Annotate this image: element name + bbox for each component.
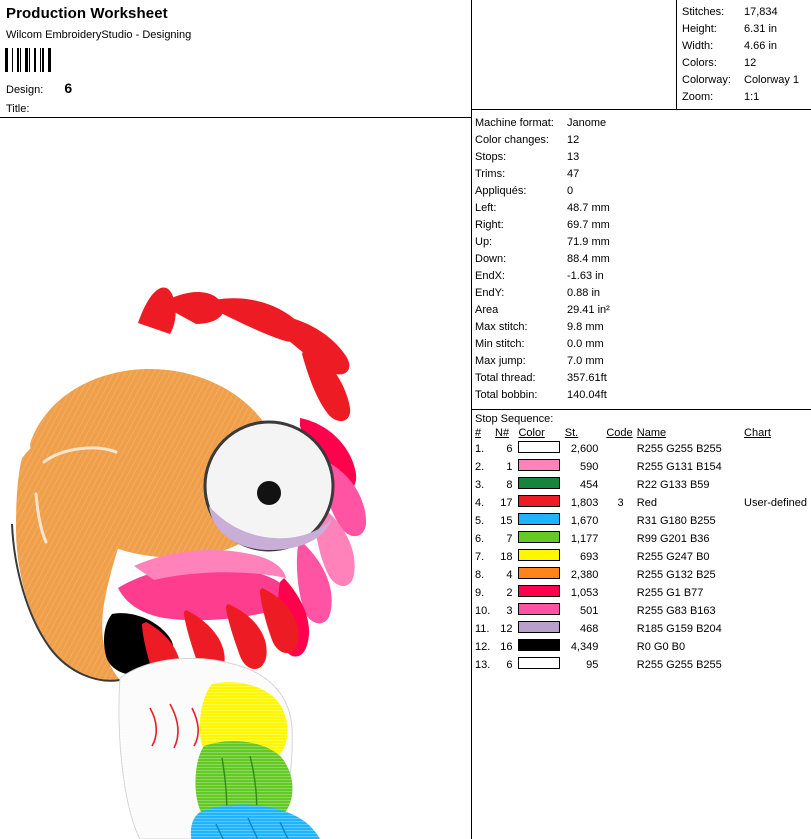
info-value: 12	[567, 134, 580, 146]
cell-color-swatch	[518, 656, 564, 674]
col-header-chart: Chart	[744, 427, 771, 439]
info-value: -1.63 in	[567, 270, 604, 282]
cell-needle: 6	[506, 658, 513, 671]
cell-code	[606, 656, 636, 674]
cell-index: 10.	[475, 604, 491, 617]
cell-stitches: 1,053	[570, 586, 599, 599]
cell-index: 13.	[475, 658, 491, 671]
stat-row-stitches	[682, 4, 811, 21]
info-value: 7.0 mm	[567, 355, 604, 367]
color-swatch	[518, 621, 560, 633]
cell-index: 1.	[475, 442, 485, 455]
color-swatch	[518, 459, 560, 471]
info-label: Max jump:	[475, 355, 526, 367]
cell-code: 3	[617, 496, 624, 509]
info-label: Min stitch:	[475, 338, 525, 350]
cell-color-swatch	[518, 530, 564, 548]
info-label: Total bobbin:	[475, 389, 538, 401]
table-header-row	[475, 427, 809, 440]
table-row	[475, 494, 809, 512]
info-label: Up:	[475, 236, 493, 248]
stat-value: 6.31 in	[744, 23, 778, 35]
table-row	[475, 476, 809, 494]
stop-sequence-body	[475, 440, 809, 674]
app-subtitle: Wilcom EmbroideryStudio - Designing	[6, 29, 192, 41]
cell-name: R0 G0 B0	[636, 640, 686, 653]
info-label: EndY:	[475, 287, 505, 299]
cell-needle: 7	[506, 532, 513, 545]
info-value: 88.4 mm	[567, 253, 610, 265]
cell-color-swatch	[518, 548, 564, 566]
cell-stitches: 693	[579, 550, 599, 563]
table-row	[475, 620, 809, 638]
cell-code	[606, 530, 636, 548]
cell-code	[606, 602, 636, 620]
cell-needle: 15	[500, 514, 513, 527]
info-row-max-jump	[475, 353, 811, 370]
cell-code	[606, 440, 636, 458]
cell-name: R255 G255 B255	[636, 658, 722, 671]
info-label: Stops:	[475, 151, 507, 163]
cell-needle: 2	[506, 586, 513, 599]
cell-name: R22 G133 B59	[636, 478, 710, 491]
cell-color-swatch	[518, 494, 564, 512]
cell-needle: 4	[506, 568, 513, 581]
cell-code	[606, 476, 636, 494]
stat-value: Colorway 1	[744, 74, 800, 86]
barcode-icon	[5, 48, 57, 72]
stat-row-colorway	[682, 72, 811, 89]
cell-name: R255 G131 B154	[636, 460, 722, 473]
cell-chart	[744, 656, 809, 674]
info-value: 0.88 in	[567, 287, 601, 299]
cell-name: R255 G83 B163	[636, 604, 716, 617]
col-header-code: Code	[606, 427, 633, 439]
info-label: Appliqués:	[475, 185, 527, 197]
table-row	[475, 458, 809, 476]
page-title: Production Worksheet	[6, 5, 168, 22]
cell-color-swatch	[518, 602, 564, 620]
col-header-stitches: St.	[564, 427, 579, 439]
info-value: 71.9 mm	[567, 236, 610, 248]
col-header-name: Name	[636, 427, 667, 439]
cell-index: 5.	[475, 514, 485, 527]
info-label: Left:	[475, 202, 497, 214]
table-row	[475, 584, 809, 602]
info-value: 47	[567, 168, 580, 180]
cell-stitches: 2,380	[570, 568, 599, 581]
cell-stitches: 1,177	[570, 532, 599, 545]
info-value: 29.41 in²	[567, 304, 610, 316]
table-row	[475, 638, 809, 656]
info-label: Max stitch:	[475, 321, 528, 333]
info-label: EndX:	[475, 270, 505, 282]
col-header-num: #	[475, 427, 482, 439]
cell-code	[606, 638, 636, 656]
stat-row-zoom	[682, 89, 811, 106]
cell-stitches: 454	[579, 478, 599, 491]
info-label: Machine format:	[475, 117, 554, 129]
cell-name: R99 G201 B36	[636, 532, 710, 545]
cell-color-swatch	[518, 638, 564, 656]
stat-label: Colors:	[682, 57, 717, 69]
stat-value: 4.66 in	[744, 40, 778, 52]
cell-color-swatch	[518, 566, 564, 584]
color-swatch	[518, 531, 560, 543]
design-value: 6	[64, 80, 73, 96]
cell-code	[606, 584, 636, 602]
stat-row-height	[682, 21, 811, 38]
info-row-appliques	[475, 183, 811, 200]
table-row	[475, 602, 809, 620]
cell-stitches: 501	[579, 604, 599, 617]
stat-label: Colorway:	[682, 74, 731, 86]
info-label: Right:	[475, 219, 504, 231]
info-label: Area	[475, 304, 499, 316]
color-swatch	[518, 603, 560, 615]
stat-label: Width:	[682, 40, 714, 52]
cell-code	[606, 512, 636, 530]
stop-sequence-section	[472, 410, 811, 670]
cell-stitches: 1,803	[570, 496, 599, 509]
color-swatch	[518, 585, 560, 597]
cell-index: 9.	[475, 586, 485, 599]
info-label: Trims:	[475, 168, 506, 180]
info-row-max-stitch	[475, 319, 811, 336]
cell-stitches: 468	[579, 622, 599, 635]
cell-stitches: 590	[579, 460, 599, 473]
stat-label: Stitches:	[682, 6, 725, 18]
info-row-min-stitch	[475, 336, 811, 353]
info-row-color-changes	[475, 132, 811, 149]
color-swatch	[518, 477, 560, 489]
title-row	[6, 103, 29, 115]
table-row	[475, 548, 809, 566]
cell-index: 4.	[475, 496, 485, 509]
color-swatch	[518, 441, 560, 453]
cell-chart	[744, 584, 809, 602]
info-row-down	[475, 251, 811, 268]
cell-code	[606, 566, 636, 584]
color-swatch	[518, 567, 560, 579]
cell-code	[606, 548, 636, 566]
cell-color-swatch	[518, 458, 564, 476]
info-value: 0	[567, 185, 574, 197]
info-value: 9.8 mm	[567, 321, 604, 333]
info-value: 140.04ft	[567, 389, 607, 401]
header-center-spacer	[472, 0, 676, 110]
info-value: Janome	[567, 117, 607, 129]
stat-label: Height:	[682, 23, 717, 35]
cell-color-swatch	[518, 584, 564, 602]
cell-chart	[744, 530, 809, 548]
info-label: Total thread:	[475, 372, 536, 384]
cell-needle: 18	[500, 550, 513, 563]
stat-label: Zoom:	[682, 91, 714, 103]
cell-code	[606, 458, 636, 476]
table-row	[475, 656, 809, 674]
cell-chart	[744, 620, 809, 638]
cell-index: 7.	[475, 550, 485, 563]
cell-color-swatch	[518, 476, 564, 494]
cell-chart	[744, 566, 809, 584]
color-swatch	[518, 639, 560, 651]
cell-chart	[744, 476, 809, 494]
info-row-left	[475, 200, 811, 217]
info-row-endx	[475, 268, 811, 285]
cell-chart	[744, 638, 809, 656]
color-swatch	[518, 657, 560, 669]
cell-chart	[744, 548, 809, 566]
cell-index: 11.	[475, 622, 490, 635]
parrot-artwork	[0, 118, 471, 839]
cell-index: 8.	[475, 568, 485, 581]
color-swatch	[518, 549, 560, 561]
info-value: 357.61ft	[567, 372, 607, 384]
cell-chart: User-defined	[744, 496, 807, 509]
cell-stitches: 4,349	[570, 640, 599, 653]
cell-index: 12.	[475, 640, 491, 653]
cell-needle: 6	[506, 442, 513, 455]
info-value: 69.7 mm	[567, 219, 610, 231]
cell-color-swatch	[518, 512, 564, 530]
info-row-total-thread	[475, 370, 811, 387]
stat-value: 12	[744, 57, 757, 69]
cell-needle: 3	[506, 604, 513, 617]
cell-index: 6.	[475, 532, 485, 545]
table-row	[475, 530, 809, 548]
info-value: 48.7 mm	[567, 202, 610, 214]
col-header-color: Color	[518, 427, 545, 439]
design-canvas	[0, 118, 472, 839]
stop-sequence-table	[475, 427, 809, 674]
info-row-total-bobbin	[475, 387, 811, 404]
stat-row-width	[682, 38, 811, 55]
col-header-n: N#	[495, 427, 510, 439]
cell-code	[606, 620, 636, 638]
cell-chart	[744, 458, 809, 476]
info-row-right	[475, 217, 811, 234]
header-stats-block	[676, 0, 811, 110]
cell-name: R255 G255 B255	[636, 442, 722, 455]
cell-name: R185 G159 B204	[636, 622, 722, 635]
cell-chart	[744, 512, 809, 530]
cell-color-swatch	[518, 620, 564, 638]
cell-needle: 8	[506, 478, 513, 491]
cell-needle: 16	[500, 640, 513, 653]
cell-needle: 1	[506, 460, 513, 473]
table-row	[475, 440, 809, 458]
cell-stitches: 1,670	[570, 514, 599, 527]
cell-name: R31 G180 B255	[636, 514, 716, 527]
cell-stitches: 2,600	[570, 442, 599, 455]
info-row-up	[475, 234, 811, 251]
stat-row-colors	[682, 55, 811, 72]
color-swatch	[518, 495, 560, 507]
title-label: Title:	[6, 103, 30, 115]
cell-index: 2.	[475, 460, 485, 473]
design-row	[6, 80, 72, 96]
cell-name: R255 G132 B25	[636, 568, 716, 581]
info-row-endy	[475, 285, 811, 302]
header-left-block	[0, 0, 472, 118]
stat-value: 17,834	[744, 6, 778, 18]
table-row	[475, 566, 809, 584]
cell-needle: 12	[500, 622, 513, 635]
stat-value: 1:1	[744, 91, 760, 103]
info-row-machine-format	[475, 115, 811, 132]
info-value: 13	[567, 151, 580, 163]
stop-sequence-title: Stop Sequence:	[475, 413, 554, 425]
cell-name: R255 G247 B0	[636, 550, 710, 563]
info-row-stops	[475, 149, 811, 166]
design-label: Design:	[6, 84, 44, 96]
cell-index: 3.	[475, 478, 485, 491]
cell-needle: 17	[500, 496, 513, 509]
info-row-area	[475, 302, 811, 319]
cell-chart	[744, 602, 809, 620]
info-value: 0.0 mm	[567, 338, 604, 350]
cell-chart	[744, 440, 809, 458]
table-row	[475, 512, 809, 530]
info-row-trims	[475, 166, 811, 183]
color-swatch	[518, 513, 560, 525]
cell-color-swatch	[518, 440, 564, 458]
info-label: Down:	[475, 253, 507, 265]
design-info-panel	[472, 110, 811, 410]
info-label: Color changes:	[475, 134, 549, 146]
cell-stitches: 95	[586, 658, 599, 671]
cell-name: R255 G1 B77	[636, 586, 704, 599]
cell-name: Red	[636, 496, 657, 509]
